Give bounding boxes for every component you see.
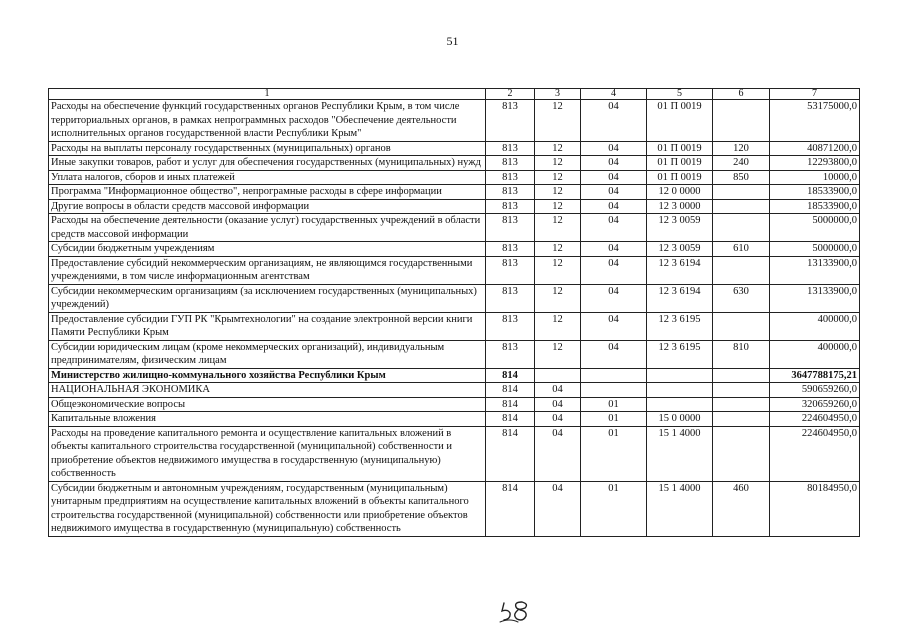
row-section-code: 04 — [535, 412, 581, 427]
row-subsection-code: 01 — [581, 412, 647, 427]
row-target-code — [647, 383, 713, 398]
row-description: Общеэкономические вопросы — [49, 397, 486, 412]
row-amount: 224604950,0 — [770, 426, 860, 481]
row-amount: 10000,0 — [770, 170, 860, 185]
table-row — [49, 284, 860, 312]
row-target-code: 15 1 4000 — [647, 426, 713, 481]
row-expense-type-code — [713, 426, 770, 481]
row-amount: 5000000,0 — [770, 214, 860, 242]
row-amount: 53175000,0 — [770, 100, 860, 142]
row-expense-type-code — [713, 100, 770, 142]
header-col-3: 3 — [535, 89, 581, 100]
budget-table — [48, 88, 860, 537]
row-subsection-code: 04 — [581, 100, 647, 142]
table-row — [49, 426, 860, 481]
row-description: Расходы на проведение капитального ремонта и осуществление капитальных вложений в объекты капитального строительства государственной (муниципальной) собственности и приобретение объектов недвижимого имущества в государственную (муниципальную) собственность — [49, 426, 486, 481]
row-description: Субсидии юридическим лицам (кроме некоммерческих организаций), индивидуальным предпринимателям, физическим лицам — [49, 340, 486, 368]
row-subsection-code: 04 — [581, 156, 647, 171]
row-target-code: 12 3 6195 — [647, 312, 713, 340]
row-section-code: 04 — [535, 397, 581, 412]
row-target-code: 01 П 0019 — [647, 100, 713, 142]
row-description: Уплата налогов, сборов и иных платежей — [49, 170, 486, 185]
row-admin-code: 813 — [486, 199, 535, 214]
row-target-code: 12 3 6194 — [647, 284, 713, 312]
row-subsection-code: 04 — [581, 312, 647, 340]
row-target-code: 15 1 4000 — [647, 481, 713, 536]
row-amount: 224604950,0 — [770, 412, 860, 427]
row-description: Программа "Информационное общество", непрограмные расходы в сфере информации — [49, 185, 486, 200]
row-target-code: 01 П 0019 — [647, 170, 713, 185]
table-row — [49, 383, 860, 398]
row-subsection-code: 01 — [581, 426, 647, 481]
row-target-code: 01 П 0019 — [647, 156, 713, 171]
row-description: Предоставление субсидии ГУП РК "Крымтехнологии" на создание электронной версии книги Памяти Республики Крым — [49, 312, 486, 340]
row-target-code: 12 3 0059 — [647, 242, 713, 257]
table-row — [49, 156, 860, 171]
row-admin-code: 814 — [486, 481, 535, 536]
row-target-code — [647, 368, 713, 383]
header-col-7: 7 — [770, 89, 860, 100]
row-amount: 40871200,0 — [770, 141, 860, 156]
row-description: Иные закупки товаров, работ и услуг для обеспечения государственных (муниципальных) нужд — [49, 156, 486, 171]
row-section-code — [535, 368, 581, 383]
header-col-1: 1 — [49, 89, 486, 100]
row-section-code: 04 — [535, 426, 581, 481]
row-subsection-code: 04 — [581, 256, 647, 284]
row-admin-code: 813 — [486, 242, 535, 257]
table-row — [49, 214, 860, 242]
row-description: Субсидии некоммерческим организациям (за исключением государственных (муниципальных) учреждений) — [49, 284, 486, 312]
table-row — [49, 481, 860, 536]
row-target-code: 15 0 0000 — [647, 412, 713, 427]
header-col-2: 2 — [486, 89, 535, 100]
row-subsection-code: 04 — [581, 170, 647, 185]
row-admin-code: 813 — [486, 312, 535, 340]
row-section-code: 12 — [535, 156, 581, 171]
table-row — [49, 199, 860, 214]
row-target-code — [647, 397, 713, 412]
header-col-5: 5 — [647, 89, 713, 100]
table-row — [49, 242, 860, 257]
row-description: Субсидии бюджетным учреждениям — [49, 242, 486, 257]
table-row — [49, 185, 860, 200]
row-section-code: 12 — [535, 284, 581, 312]
row-target-code: 12 3 6195 — [647, 340, 713, 368]
row-description: Другие вопросы в области средств массовой информации — [49, 199, 486, 214]
row-admin-code: 813 — [486, 214, 535, 242]
row-expense-type-code: 240 — [713, 156, 770, 171]
row-subsection-code: 01 — [581, 397, 647, 412]
row-description: НАЦИОНАЛЬНАЯ ЭКОНОМИКА — [49, 383, 486, 398]
row-amount: 5000000,0 — [770, 242, 860, 257]
header-col-6: 6 — [713, 89, 770, 100]
row-admin-code: 814 — [486, 383, 535, 398]
row-target-code: 01 П 0019 — [647, 141, 713, 156]
row-section-code: 12 — [535, 199, 581, 214]
row-admin-code: 814 — [486, 412, 535, 427]
row-target-code: 12 3 0000 — [647, 199, 713, 214]
row-amount: 18533900,0 — [770, 185, 860, 200]
row-description: Капитальные вложения — [49, 412, 486, 427]
row-admin-code: 813 — [486, 100, 535, 142]
row-subsection-code: 04 — [581, 242, 647, 257]
row-description: Расходы на выплаты персоналу государственных (муниципальных) органов — [49, 141, 486, 156]
row-admin-code: 814 — [486, 368, 535, 383]
row-section-code: 12 — [535, 214, 581, 242]
row-target-code: 12 0 0000 — [647, 185, 713, 200]
row-subsection-code: 04 — [581, 214, 647, 242]
table-row — [49, 340, 860, 368]
row-admin-code: 813 — [486, 256, 535, 284]
row-subsection-code: 04 — [581, 340, 647, 368]
row-section-code: 12 — [535, 312, 581, 340]
row-amount: 12293800,0 — [770, 156, 860, 171]
table-body — [49, 100, 860, 537]
table-row — [49, 412, 860, 427]
row-admin-code: 813 — [486, 156, 535, 171]
row-section-code: 12 — [535, 242, 581, 257]
row-target-code: 12 3 6194 — [647, 256, 713, 284]
row-subsection-code: 04 — [581, 284, 647, 312]
row-description: Субсидии бюджетным и автономным учреждениям, государственным (муниципальным) унитарным предприятиям на осуществление капитальных вложений в объекты капитального строительства государственной (муниципальной) собственности или приобретение объектов недвижимого имущества в государственную (муниципальную) собственность — [49, 481, 486, 536]
table-row — [49, 256, 860, 284]
row-expense-type-code — [713, 412, 770, 427]
row-admin-code: 813 — [486, 141, 535, 156]
row-description: Расходы на обеспечение деятельности (оказание услуг) государственных учреждений в области средств массовой информации — [49, 214, 486, 242]
row-subsection-code: 01 — [581, 481, 647, 536]
row-expense-type-code: 610 — [713, 242, 770, 257]
row-amount: 400000,0 — [770, 340, 860, 368]
row-admin-code: 813 — [486, 340, 535, 368]
row-expense-type-code — [713, 397, 770, 412]
row-section-code: 12 — [535, 256, 581, 284]
row-section-code: 12 — [535, 185, 581, 200]
row-amount: 3647788175,21 — [770, 368, 860, 383]
page-number: 51 — [446, 34, 459, 48]
row-description: Предоставление субсидий некоммерческим организациям, не являющимся государственными учреждениями, в том числе информационным агентствам — [49, 256, 486, 284]
table-row — [49, 100, 860, 142]
header-col-4: 4 — [581, 89, 647, 100]
row-expense-type-code: 630 — [713, 284, 770, 312]
row-expense-type-code — [713, 368, 770, 383]
row-amount: 590659260,0 — [770, 383, 860, 398]
row-expense-type-code: 810 — [713, 340, 770, 368]
row-expense-type-code — [713, 214, 770, 242]
table-row — [49, 397, 860, 412]
header-row — [49, 89, 860, 100]
table-row — [49, 170, 860, 185]
row-expense-type-code — [713, 383, 770, 398]
row-expense-type-code — [713, 185, 770, 200]
row-admin-code: 813 — [486, 284, 535, 312]
row-subsection-code — [581, 368, 647, 383]
row-section-code: 12 — [535, 170, 581, 185]
table-row — [49, 141, 860, 156]
row-expense-type-code: 120 — [713, 141, 770, 156]
row-expense-type-code — [713, 256, 770, 284]
row-description: Расходы на обеспечение функций государственных органов Республики Крым, в том числе территориальных органов, в рамках непрограммных расходов "Обеспечение деятельности исполнительных органов государственной власти Республики Крым" — [49, 100, 486, 142]
row-amount: 320659260,0 — [770, 397, 860, 412]
row-section-code: 12 — [535, 141, 581, 156]
row-amount: 13133900,0 — [770, 284, 860, 312]
row-amount: 18533900,0 — [770, 199, 860, 214]
row-target-code: 12 3 0059 — [647, 214, 713, 242]
row-section-code: 12 — [535, 100, 581, 142]
handwritten-page-number — [498, 598, 538, 624]
row-subsection-code — [581, 383, 647, 398]
row-amount: 13133900,0 — [770, 256, 860, 284]
row-amount: 400000,0 — [770, 312, 860, 340]
row-subsection-code: 04 — [581, 141, 647, 156]
row-amount: 80184950,0 — [770, 481, 860, 536]
row-expense-type-code — [713, 199, 770, 214]
row-subsection-code: 04 — [581, 185, 647, 200]
row-expense-type-code: 460 — [713, 481, 770, 536]
row-admin-code: 814 — [486, 397, 535, 412]
row-section-code: 12 — [535, 340, 581, 368]
row-description: Министерство жилищно-коммунального хозяйства Республики Крым — [49, 368, 486, 383]
row-admin-code: 813 — [486, 170, 535, 185]
row-subsection-code: 04 — [581, 199, 647, 214]
table-row — [49, 312, 860, 340]
row-section-code: 04 — [535, 383, 581, 398]
row-expense-type-code: 850 — [713, 170, 770, 185]
table-row — [49, 368, 860, 383]
row-admin-code: 813 — [486, 185, 535, 200]
row-expense-type-code — [713, 312, 770, 340]
row-section-code: 04 — [535, 481, 581, 536]
row-admin-code: 814 — [486, 426, 535, 481]
